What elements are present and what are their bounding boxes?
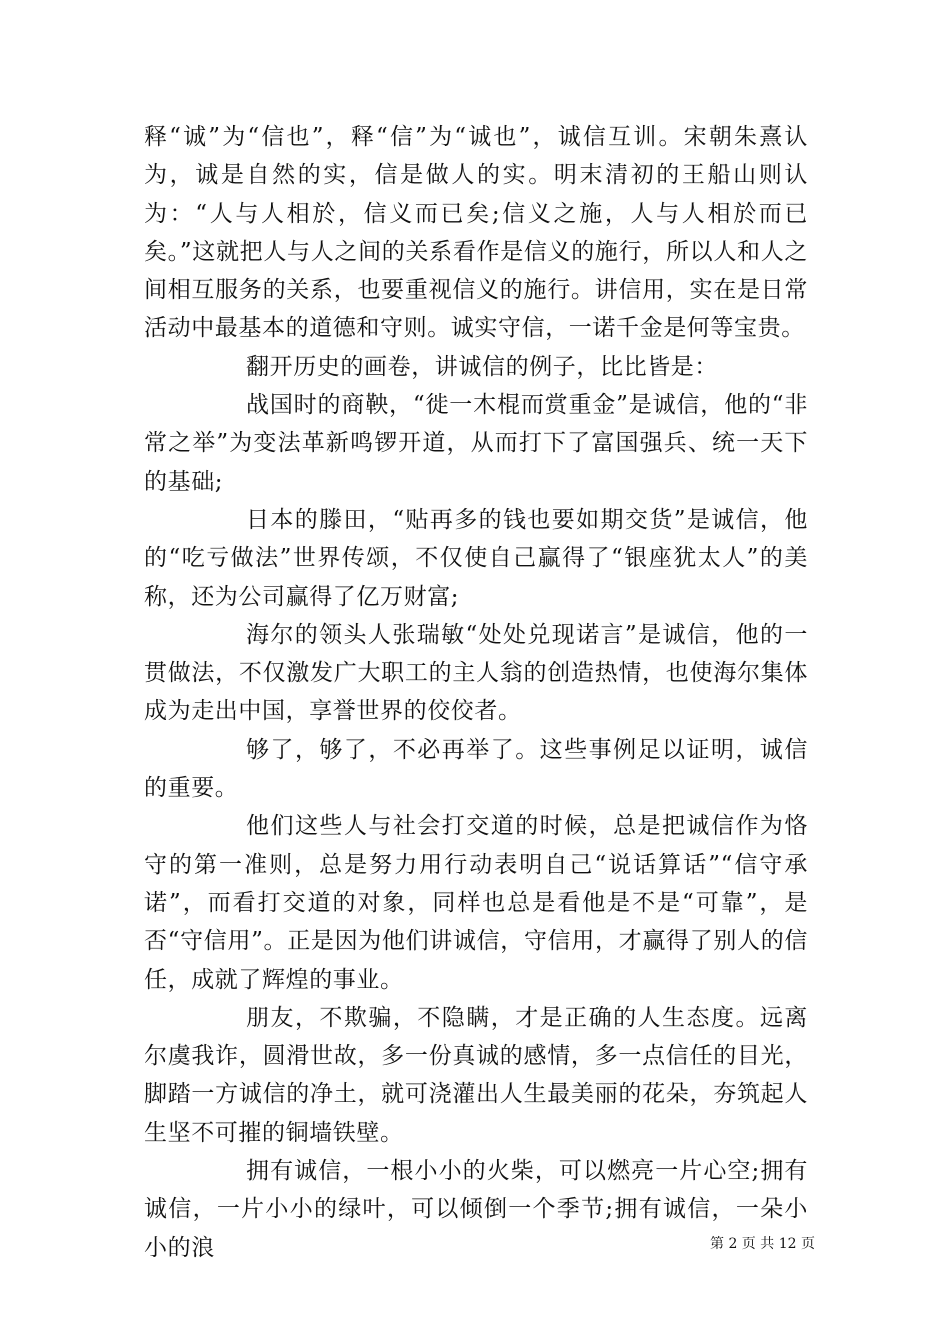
paragraph-haier: 海尔的领头人张瑞敏“处处兑现诺言”是诚信，他的一贯做法，不仅激发广大职工的主人翁的创造热情，也使海尔集体成为走出中国，享誉世界的佼佼者。: [144, 621, 808, 725]
paragraph-fujita: 日本的滕田，“贴再多的钱也要如期交货”是诚信，他的“吃亏做法”世界传颂，不仅使自己赢得了“银座犹太人”的美称，还为公司赢得了亿万财富;: [144, 506, 808, 610]
paragraph-friends: 朋友，不欺骗，不隐瞒，才是正确的人生态度。远离尔虞我诈，圆滑世故，多一份真诚的感情，多一点信任的目光，脚踏一方诚信的净土，就可浇灌出人生最美丽的花朵，夯筑起人生坚不可摧的铜墙铁壁。: [144, 1004, 808, 1146]
page-number-footer: 第 2 页 共 12 页: [710, 1236, 815, 1252]
document-body: [144, 118, 808, 1267]
paragraph-enough: 够了，够了，不必再举了。这些事例足以证明，诚信的重要。: [144, 736, 808, 802]
paragraph-history-intro: 翻开历史的画卷，讲诚信的例子，比比皆是：: [246, 353, 718, 380]
paragraph-shang-yang: 战国时的商鞅，“徙一木棍而赏重金”是诚信，他的“非常之举”为变法革新鸣锣开道，从而打下了富国强兵、统一天下的基础;: [144, 392, 808, 495]
paragraph-having-integrity: 拥有诚信，一根小小的火柴，可以燃亮一片心空;拥有诚信，一片小小的绿叶，可以倾倒一个季节;拥有诚信，一朵小小的浪: [144, 1158, 808, 1261]
paragraph-principle: 他们这些人与社会打交道的时候，总是把诚信作为恪守的第一准则，总是努力用行动表明自己“说话算话”“信守承诺”，而看打交道的对象，同样也总是看他是不是“可靠”，是否“守信用”。正是因为他们讲诚信，守信用，才赢得了别人的信任，成就了辉煌的事业。: [144, 813, 808, 993]
paragraph-continued: 释“诚”为“信也”，释“信”为“诚也”，诚信互训。宋朝朱熹认为，诚是自然的实，信是做人的实。明末清初的王船山则认为：“人与人相於，信义而已矣;信义之施，人与人相於而已矣。”这就把人与人之间的关系看作是信义的施行，所以人和人之间相互服务的关系，也要重视信义的施行。讲信用，实在是日常活动中最基本的道德和守则。诚实守信，一诺千金是何等宝贵。: [144, 124, 808, 342]
